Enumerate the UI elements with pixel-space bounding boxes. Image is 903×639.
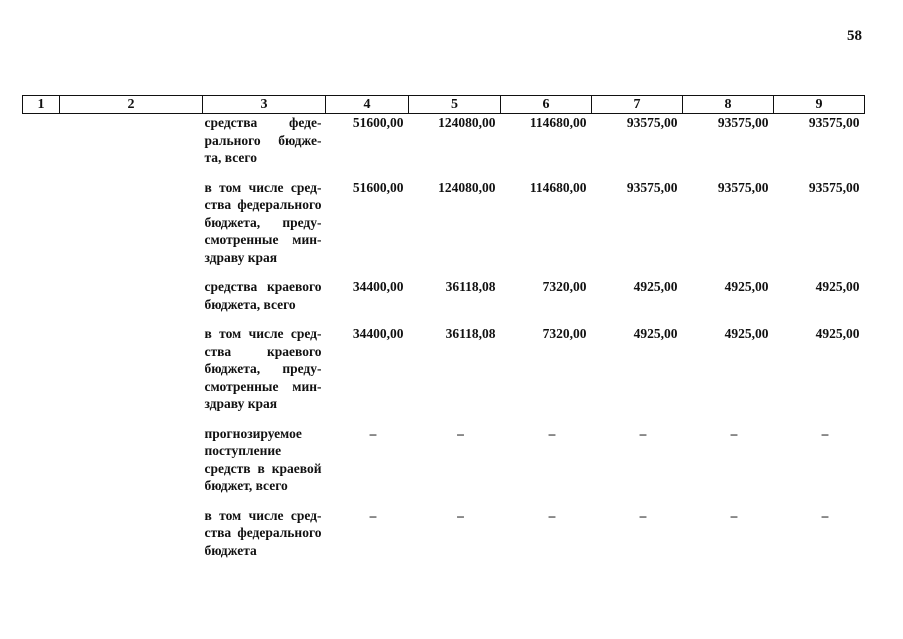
value-col-4: –	[369, 507, 377, 523]
value-col-7: –	[639, 507, 647, 523]
cell-col-1	[23, 278, 60, 313]
value-col-4: 51600,00	[352, 115, 404, 130]
header-col-4: 4	[326, 96, 409, 114]
table-body	[23, 114, 865, 560]
cell-col-2	[60, 179, 203, 267]
value-col-7: 4925,00	[633, 326, 678, 341]
value-col-9: –	[821, 425, 829, 441]
value-col-4: 51600,00	[352, 179, 404, 195]
value-col-7: –	[639, 425, 647, 441]
table-row	[23, 325, 865, 413]
row-spacer	[23, 266, 865, 278]
value-col-6: 114680,00	[529, 115, 587, 130]
cell-col-2	[60, 507, 203, 560]
value-col-6: –	[548, 425, 556, 441]
cell-col-1	[23, 179, 60, 267]
row-label: в том числе сред-ства федерального бюджета	[204, 507, 322, 558]
value-col-8: 4925,00	[724, 326, 769, 341]
header-col-3: 3	[203, 96, 326, 114]
cell-col-1	[23, 507, 60, 560]
page-number: 58	[847, 28, 862, 44]
value-col-6: 114680,00	[529, 179, 587, 195]
value-col-7: 93575,00	[626, 179, 678, 195]
table-row	[23, 114, 865, 167]
value-col-6: –	[548, 507, 556, 523]
value-col-7: 4925,00	[633, 279, 678, 294]
cell-col-1	[23, 425, 60, 495]
cell-col-2	[60, 114, 203, 167]
row-spacer	[23, 413, 865, 425]
header-row	[23, 96, 865, 114]
value-col-4: 34400,00	[352, 279, 404, 294]
value-col-5: 36118,08	[445, 326, 496, 341]
header-col-6: 6	[501, 96, 592, 114]
value-col-5: –	[457, 507, 464, 523]
value-col-8: –	[730, 425, 738, 441]
table-row	[23, 425, 865, 495]
table-row	[23, 179, 865, 267]
row-label: средства феде-рального бюдже-та, всего	[204, 115, 322, 165]
value-col-7: 93575,00	[626, 115, 678, 130]
cell-col-1	[23, 114, 60, 167]
value-col-5: –	[457, 425, 464, 441]
value-col-4: –	[369, 425, 377, 441]
value-col-8: 93575,00	[717, 115, 769, 130]
row-spacer	[23, 313, 865, 325]
header-col-1: 1	[23, 96, 60, 114]
value-col-5: 124080,00	[438, 179, 496, 195]
table-header	[23, 96, 865, 114]
header-col-8: 8	[683, 96, 774, 114]
table-row	[23, 278, 865, 313]
value-col-5: 36118,08	[445, 279, 496, 294]
value-col-9: 93575,00	[808, 179, 860, 195]
value-col-6: 7320,00	[542, 279, 587, 294]
value-col-8: 4925,00	[724, 279, 769, 294]
header-col-7: 7	[592, 96, 683, 114]
cell-col-2	[60, 325, 203, 413]
cell-col-1	[23, 325, 60, 413]
row-label: средства краевого бюджета, всего	[204, 279, 322, 312]
value-col-8: –	[730, 507, 738, 523]
value-col-6: 7320,00	[542, 326, 587, 341]
value-col-5: 124080,00	[438, 115, 496, 130]
budget-table	[22, 95, 865, 559]
header-col-9: 9	[774, 96, 865, 114]
row-spacer	[23, 495, 865, 507]
cell-col-2	[60, 425, 203, 495]
value-col-9: 4925,00	[815, 279, 860, 294]
header-col-5: 5	[409, 96, 501, 114]
row-label: прогнозируемое поступление средств в краевой бюджет, всего	[204, 425, 322, 493]
row-spacer	[23, 167, 865, 179]
row-label: в том числе сред-ства федерального бюджета, преду-смотренные мин-здраву края	[204, 179, 322, 265]
value-col-9: –	[821, 507, 829, 523]
header-col-2: 2	[60, 96, 203, 114]
value-col-4: 34400,00	[352, 326, 404, 341]
row-label: в том числе сред-ства краевого бюджета, преду-смотренные мин-здраву края	[204, 326, 322, 411]
value-col-9: 93575,00	[808, 115, 860, 130]
value-col-8: 93575,00	[717, 179, 769, 195]
table-row	[23, 507, 865, 560]
value-col-9: 4925,00	[815, 326, 860, 341]
cell-col-2	[60, 278, 203, 313]
